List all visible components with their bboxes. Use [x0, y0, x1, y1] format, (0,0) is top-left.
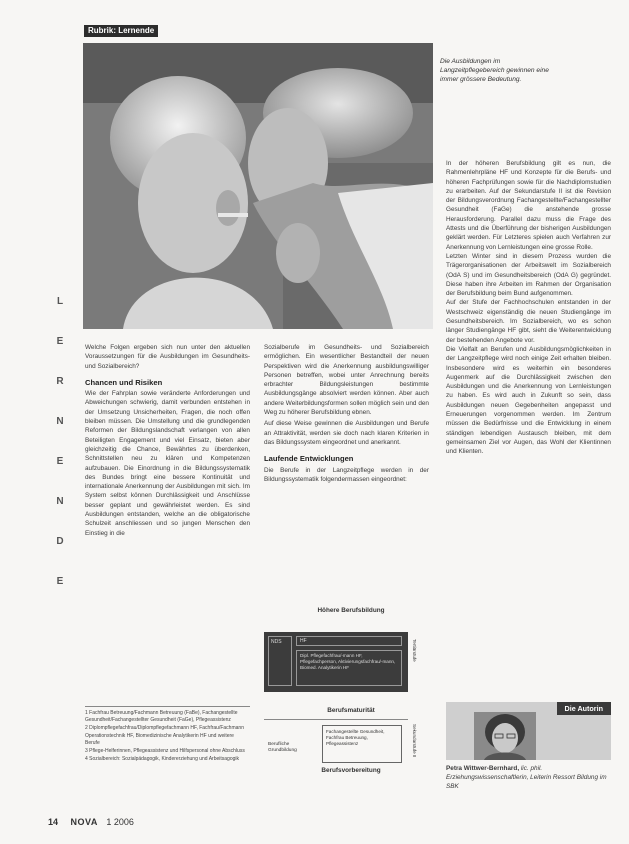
author-box [446, 702, 611, 760]
body-paragraph: In der höheren Berufsbildung gilt es nun, die Rahmenlehrpläne HF und Konzepte für die Berufs- und höheren Fachprüfungen sowie für die Nachdiplomstudien zu erarbeiten. Auf der Sekundarstufe II ist die Revision der Bildungsverordnung Fachangestellte/Fachangestellter Gesundheit (FaGe) die anstehende grosse Herausforderung. Parallel dazu muss die Frage des Attests und die Überführung der bisherigen Ausbildungen geklärt werden. Für Letzteres spielen auch Verfahren zur Anerkennung von Lernleistungen eine grosse Rolle. [446, 160, 611, 251]
page-number: 14 [48, 817, 59, 827]
diagram-divider [264, 719, 408, 720]
author-portrait [474, 712, 536, 760]
column-2 [264, 343, 429, 484]
author-name: Petra Wittwer-Bernhard, [446, 765, 520, 772]
education-system-diagram [262, 599, 440, 777]
side-letter: R [56, 376, 64, 387]
diagram-box-nds: NDS [268, 636, 292, 686]
footnote: 1 Fachfrau Betreuung/Fachmann Betreuung (FaBe), Fachangestellte Gesundheit/Fachangestellter Gesundheit (FaGe), Pflegeassistenz [85, 710, 238, 724]
author-portrait-illustration [474, 712, 536, 760]
diagram-box-hf: HF [296, 636, 402, 646]
photo-illustration [83, 43, 433, 329]
author-bio [446, 764, 611, 791]
magazine-name: NOVA [70, 817, 98, 827]
body-paragraph: Sozialberufe im Gesundheits- und Sozialbereich ermöglichen. Ein wesentlicher Bestandteil der neuen Perspektiven wird die Anerkennung ausbildungswilliger Personen betreffen, wobei unter Anrechnung bereits erbrachter Bildungsleistungen bestimmte Ausbildungsgänge absolviert werden können. Aber auch andere Weiterbildungsformen sollen möglich sein und den Weg zu höherer Berufsbildung ebnen. [264, 344, 429, 417]
main-photo [83, 43, 433, 329]
rubric-label: Rubrik: Lernende [84, 25, 158, 37]
body-paragraph: Wie der Fahrplan sowie veränderte Anforderungen und Abweichungen schwierig, damit verbunden entstehen in der Umsetzung Unsicherheiten, Fragen, die noch offen bleiben müssen. Die Umstellung und die grundlegenden Reformen der Bildungslandschaft verlangen von allen Beteiligten Engagement und viel Einsatz, bieten aber gleichzeitig die Chance, Bewährtes zu überdenken, Schnittstellen neu zu klären und Kompetenzen aufzubauen. Die Einordnung in die Bildungssystematik des Bundes bringt eine bessere Kontinuität und internationale Anerkennung der Ausbildungen mit sich. Im System selbst können Durchlässigkeit und Anschlüsse besser geplant und gewährleistet werden. Es sind Ausbildungen entstanden, welche an die obligatorische Schulzeit anschliessen und so jungen Menschen den Einstieg in die [85, 390, 250, 537]
column-3 [446, 159, 611, 457]
body-paragraph: Auf der Stufe der Fachhochschulen entstanden in der Westschweiz eigenständig die neuen Studiengänge im Gesundheitsbereich. Im Sozialbereich, wo es schon länger Studiengänge HF gibt, sieht die Weiterentwicklung der bestehenden Angebote vor. [446, 299, 611, 344]
side-letter: E [56, 456, 64, 467]
issue-number: 1 2006 [106, 817, 134, 827]
diagram-bottom-title: Berufsvorbereitung [321, 767, 381, 774]
body-paragraph: Auf diese Weise gewinnen die Ausbildungen und Berufe an Attraktivität, werden sie doch nach klaren Kriterien in das Bildungssystem eingeordnet und anerkannt. [264, 420, 429, 446]
side-letter: N [56, 496, 64, 507]
page-folio [48, 817, 134, 827]
side-letter: L [56, 296, 64, 307]
diagram-right-label-bottom: Sekundarstufe II [412, 724, 417, 758]
body-paragraph: Die Vielfalt an Berufen und Ausbildungsmöglichkeiten in der Langzeitpflege wird noch einige Zeit erhalten bleiben. Insbesondere wird es weiterhin ein besonderes Augenmerk auf die Durchlässigkeit zwischen den Ausbildungen und die Anerkennung von Lernleistungen zu haben. Es wird auch in Zukunft so sein, dass Ausbildungen neuen Gegebenheiten angepasst und Erneuerungen vorgenommen werden. Im Zentrum müssen die Bedürfnisse und die Entwicklung in einem ständigen lebendigen Austausch bleiben, mit dem gemeinsamen Ziel vor Augen, das Wohl der Klientinnen und Klienten. [446, 345, 611, 456]
diagram-mid-title: Berufsmaturität [327, 707, 375, 714]
footnote: 3 Pflege-Helferinnen, Pflegeassistenz und Hilfspersonal ohne Abschluss [85, 748, 245, 755]
body-paragraph: Letzten Winter sind in diesem Prozess wurden die Trägerorganisationen der Arbeitswelt im Sozialbereich (OdA S) und im Gesundheitsbereich (OdA G) gegründet. Diese haben ihre Arbeiten im Rahmen der Organisation der Berufsbildung beim Bund aufgenommen. [446, 252, 611, 298]
author-label: Die Autorin [557, 702, 611, 715]
intro-paragraph: Welche Folgen ergeben sich nun unter den aktuellen Voraussetzungen für die Ausbildungen im Gesundheits- und Sozialbereich? [85, 344, 250, 370]
side-letter: D [56, 536, 64, 547]
diagram-box-grundbildung: Fachangestellte Gesundheit, Fachfrau Betreuung, Pflegeassistenz [322, 725, 402, 763]
author-description: lic. phil. Erziehungswissenschaftlerin, Leiterin Ressort Bildung im SBK [446, 765, 607, 790]
section-heading: Chancen und Risiken [85, 377, 163, 387]
body-paragraph: Die Berufe in der Langzeitpflege werden in der Bildungssystematik folgendermassen eingeordnet: [264, 466, 429, 483]
diagram-top-title: Höhere Berufsbildung [317, 607, 385, 614]
photo-caption: Die Ausbildungen im Langzeitpflegebereich gewinnen eine immer grössere Bedeutung. [440, 58, 549, 83]
footnote: 4 Sozialbereich: Sozialpädagogik, Kindererziehung und Arbeitsagogik [85, 756, 239, 763]
footnote: 2 Diplompflegefachfrau/Diplompflegefachmann HF, Fachfrau/Fachmann Operationstechnik HF, Biomedizinische Analytikerin HF und weitere Berufe [85, 725, 244, 746]
column-1 [85, 343, 250, 538]
side-letter: E [56, 336, 64, 347]
diagram-right-label-top: Tertiärstufe [412, 639, 417, 662]
diagram-box-hf-list: Dipl. Pflegefachfrau/-mann HF, Pflegefachperson, Aktivierungsfachfrau/-mann, Biomed. Analytikerin HF [296, 650, 402, 686]
diagram-left-label: Berufliche Grundbildung [268, 742, 297, 753]
section-heading: Laufende Entwicklungen [264, 454, 354, 464]
footnotes [85, 706, 250, 764]
side-vertical-word [54, 296, 66, 616]
diagram-tertiary-block [264, 632, 408, 692]
side-letter: E [56, 576, 64, 587]
side-letter: N [56, 416, 64, 427]
